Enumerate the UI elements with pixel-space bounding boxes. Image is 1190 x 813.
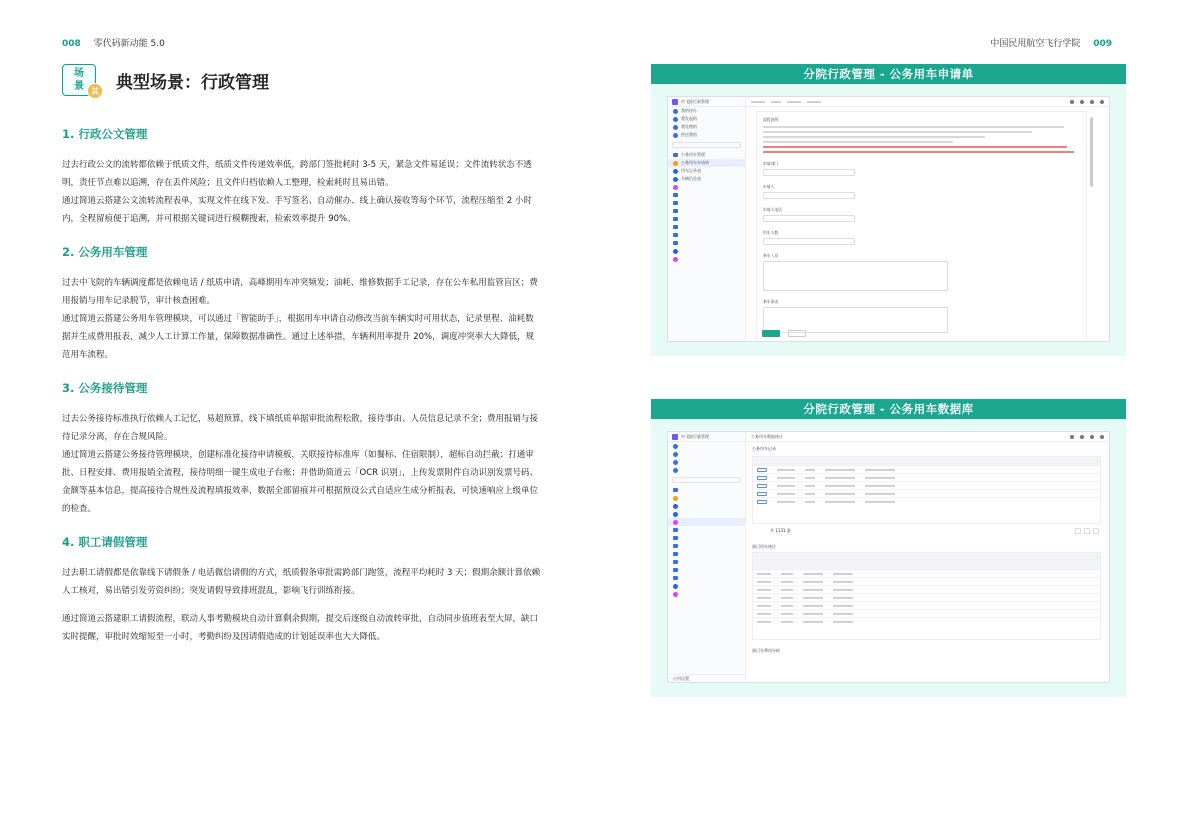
sidebar-item[interactable] xyxy=(668,458,745,466)
paragraph: 过去职工请假都是依靠线下请假条 / 电话微信请假的方式，纸质假条审批需跨部门跑签，流程平均耗时 3 天；假期余额计算依赖人工核对，易出错引发劳资纠纷；突发请假导致排班混乱，影响飞行训练衔接。 xyxy=(62,568,541,596)
chart-title: 部门车费用分析 xyxy=(752,648,780,653)
table-row[interactable] xyxy=(753,497,1100,505)
field-label: 乘车人员 xyxy=(763,253,779,258)
form-icon xyxy=(673,584,678,589)
field-label: 用车人数 xyxy=(763,230,779,235)
panel-title: 分院行政管理 - 公务用车申请单 xyxy=(651,64,1126,84)
sidebar-item[interactable] xyxy=(668,247,745,255)
avatar[interactable] xyxy=(1100,100,1104,104)
table-row[interactable] xyxy=(753,481,1100,489)
paragraph: 过去公务接待标准执行依赖人工记忆，易超预算，线下填纸质单据审批流程松散，接待事由、人员信息记录不全；费用报销与接待记录分离，存在合规风险。 xyxy=(62,414,539,442)
folder-icon xyxy=(673,153,678,157)
form-icon xyxy=(673,257,678,262)
sidebar-item[interactable] xyxy=(668,550,745,558)
app-name: 中飞院行政管理 xyxy=(681,433,709,439)
sidebar-item[interactable] xyxy=(668,510,745,518)
folder-icon xyxy=(673,201,678,205)
phone-field[interactable] xyxy=(763,215,855,222)
sidebar-item[interactable] xyxy=(668,223,745,231)
sidebar-item-label: 我的待办 xyxy=(681,108,697,113)
table-row[interactable] xyxy=(753,593,1100,601)
sidebar-item[interactable] xyxy=(668,107,745,115)
form-icon xyxy=(673,504,678,509)
sidebar-item[interactable] xyxy=(668,574,745,582)
table-row[interactable] xyxy=(753,601,1100,609)
sidebar-item-label: 我发起的 xyxy=(681,116,697,121)
status-badge xyxy=(757,476,767,480)
panel-title: 分院行政管理 - 公务用车数据库 xyxy=(651,399,1126,419)
toolbar-button[interactable] xyxy=(807,101,821,103)
form-icon xyxy=(673,161,678,166)
folder-icon xyxy=(673,233,678,237)
page-header-right xyxy=(990,36,1112,49)
send-icon xyxy=(673,117,678,122)
form-buttons xyxy=(762,330,806,337)
app-screenshot xyxy=(667,431,1110,683)
form-icon xyxy=(673,496,678,501)
section-reception-management xyxy=(62,380,542,518)
sidebar-item[interactable] xyxy=(668,183,745,191)
sidebar-item[interactable] xyxy=(668,582,745,590)
folder-icon xyxy=(673,536,678,540)
table-row[interactable] xyxy=(753,617,1100,625)
paragraph: 通过简道云搭建公务接待管理模块，创建标准化接待申请模板，关联接待标准库（如餐标、住宿限制），超标自动拦截；打通审批、日程安排、费用报销全流程，接待明细一键生成电子台账；并借助简道云「OCR 识别」，上传发票附件自动识别发票号码、金额等基本信息，提高接待合规性及流程填报效率，数据全部留痕并可根据预设公式自适应生成分析报表，可快速响应上级单位的检查。 xyxy=(62,450,539,514)
form-icon xyxy=(673,169,678,174)
table-row[interactable] xyxy=(753,489,1100,497)
paragraph: 通过简道云搭建职工请假流程，联动人事考勤模块自动计算剩余假期，提交后逐级自动流转审批，自动同步值班表至大屏，缺口实时提醒，审批时效缩短至一小时，考勤纠纷及因请假造成的计划延误率也大大降低。 xyxy=(62,614,539,642)
section-title: 1. 行政公文管理 xyxy=(62,127,148,141)
app-logo-icon xyxy=(672,99,678,105)
app-main xyxy=(746,97,1109,341)
form-icon xyxy=(673,177,678,182)
save-draft-button[interactable] xyxy=(788,330,806,337)
bell-icon[interactable] xyxy=(1090,435,1094,439)
table-row[interactable] xyxy=(753,609,1100,617)
toolbar xyxy=(746,432,1109,442)
folder-icon xyxy=(673,552,678,556)
dashboard-tab[interactable]: 公务用车数据统计 xyxy=(751,433,783,439)
sidebar-item[interactable] xyxy=(668,526,745,534)
status-badge xyxy=(757,468,767,472)
sidebar-item[interactable] xyxy=(668,191,745,199)
pager-total: 共 1131 条 xyxy=(770,528,791,533)
app-header xyxy=(668,432,745,442)
cc-icon xyxy=(673,133,678,138)
badge-dot-icon: 其 xyxy=(87,83,103,99)
institution-name: 中国民用航空飞行学院 xyxy=(990,39,1081,49)
form-icon xyxy=(673,512,678,517)
field-label: 申请人 xyxy=(763,184,775,189)
list-title: 公务用车记录 xyxy=(752,446,776,451)
table-header xyxy=(753,553,1100,561)
sidebar-item[interactable] xyxy=(668,534,745,542)
page-number-left: 008 xyxy=(62,39,81,49)
page-title: 典型场景：行政管理 xyxy=(116,72,269,93)
check-icon xyxy=(673,460,678,465)
toolbar-button[interactable] xyxy=(771,101,781,103)
applicant-field[interactable] xyxy=(763,192,855,199)
sidebar-item[interactable] xyxy=(668,566,745,574)
paragraph: 过去行政公文的流转都依赖于纸质文件，纸质文件传递效率低，跨部门签批耗时 3-5 天，紧急文件易延误；文件流转状态不透明，责任节点难以追溯，存在丢件风险；且文件归档依赖人工整理，检索耗时且易出错。 xyxy=(62,160,532,188)
check-icon xyxy=(673,125,678,130)
section-document-management xyxy=(62,126,542,228)
screenshot-panel-vehicle-form xyxy=(651,64,1126,356)
folder-icon xyxy=(673,225,678,229)
scene-badge-icon xyxy=(62,64,99,96)
sidebar-item-label: 公务用车申请单 xyxy=(681,160,709,165)
todo-icon xyxy=(673,109,678,114)
records-table xyxy=(752,456,1101,524)
page-header-left xyxy=(62,36,165,49)
sidebar-item[interactable] xyxy=(668,231,745,239)
field-label: 申请人电话 xyxy=(763,207,782,212)
table-row[interactable] xyxy=(753,585,1100,593)
status-badge xyxy=(757,500,767,504)
sidebar-item-label: 车辆信息表 xyxy=(681,176,701,181)
sidebar-footer[interactable]: 应用设置 xyxy=(668,674,745,682)
stats-title: 部门用车统计 xyxy=(752,544,776,549)
folder-icon xyxy=(673,528,678,532)
field-label: 乘车事由 xyxy=(763,299,779,304)
sidebar-item[interactable] xyxy=(668,466,745,474)
field-label: 申请部门 xyxy=(763,161,779,166)
sidebar-item[interactable] xyxy=(668,207,745,215)
sidebar-item-label: 我处理的 xyxy=(681,124,697,129)
sidebar-item[interactable] xyxy=(668,199,745,207)
app-screenshot xyxy=(667,96,1110,342)
sidebar-item[interactable] xyxy=(668,215,745,223)
sidebar-item[interactable] xyxy=(668,590,745,598)
table-row[interactable] xyxy=(753,569,1100,577)
sidebar-item[interactable] xyxy=(668,123,745,131)
stats-pivot-table xyxy=(752,552,1101,640)
sidebar-item[interactable] xyxy=(668,494,745,502)
toolbar-button[interactable] xyxy=(787,101,801,103)
passenger-count-field[interactable] xyxy=(763,238,855,245)
section-title: 2. 公务用车管理 xyxy=(62,245,148,259)
app-logo-icon xyxy=(672,434,678,440)
pagination[interactable] xyxy=(1075,528,1099,534)
sidebar-search-input[interactable] xyxy=(672,142,741,148)
settings-icon[interactable] xyxy=(1070,100,1074,104)
screenshot-panel-vehicle-database xyxy=(651,399,1126,697)
app-main xyxy=(746,432,1109,682)
table-row[interactable] xyxy=(753,465,1100,473)
badge-text-1: 场 xyxy=(74,68,84,79)
status-badge xyxy=(757,484,767,488)
app-sidebar xyxy=(668,97,746,341)
table-header xyxy=(753,457,1100,465)
form-heading: 流程说明： xyxy=(763,117,782,122)
sidebar-item-selected[interactable] xyxy=(668,518,745,526)
app-sidebar xyxy=(668,432,746,682)
send-icon xyxy=(673,452,678,457)
sidebar-item[interactable] xyxy=(668,486,745,494)
cc-icon xyxy=(673,468,678,473)
page-number-right: 009 xyxy=(1093,39,1112,49)
passengers-subform[interactable] xyxy=(763,261,948,291)
sidebar-item[interactable] xyxy=(668,450,745,458)
sidebar-item[interactable] xyxy=(668,239,745,247)
folder-icon xyxy=(673,544,678,548)
form-icon xyxy=(673,592,678,597)
table-row[interactable] xyxy=(753,473,1100,481)
table-row[interactable] xyxy=(753,577,1100,585)
folder-icon xyxy=(673,217,678,221)
sidebar-item-label: 公务用车管理 xyxy=(681,152,705,157)
scrollbar[interactable] xyxy=(1090,117,1093,187)
sidebar-search-input[interactable] xyxy=(672,477,741,483)
table-header xyxy=(753,561,1100,569)
toolbar-tab[interactable] xyxy=(751,101,765,103)
paragraph: 通过简道云搭建公文流转流程表单，实现文件在线下发、手写签名、自动催办、线上确认接收等每个环节，流程压缩至 2 小时内，全程留痕便于追溯，并可根据关键词进行模糊搜索，检索效率提升 90%。 xyxy=(62,196,532,224)
folder-icon xyxy=(673,193,678,197)
section-vehicle-management xyxy=(62,244,542,364)
folder-icon xyxy=(673,488,678,492)
todo-icon xyxy=(673,444,678,449)
sidebar-item[interactable] xyxy=(668,167,745,175)
app-name: 中飞院行政管理 xyxy=(681,98,709,104)
vehicle-application-form xyxy=(756,111,1087,341)
sidebar-item-label: 抄送我的 xyxy=(681,132,697,137)
paragraph: 过去中飞院的车辆调度都是依赖电话 / 纸质申请，高峰期用车冲突频发；油耗、维修数据手工记录，存在公车私用监管盲区；费用报销与用车记录脱节，审计核查困难。 xyxy=(62,278,538,306)
sidebar-item[interactable] xyxy=(668,558,745,566)
folder-icon xyxy=(673,560,678,564)
sidebar-item[interactable] xyxy=(668,502,745,510)
section-leave-management xyxy=(62,534,542,646)
sidebar-item[interactable] xyxy=(668,115,745,123)
department-select[interactable] xyxy=(763,169,855,176)
sidebar-item[interactable] xyxy=(668,542,745,550)
sidebar-item[interactable] xyxy=(668,151,745,159)
bell-icon[interactable] xyxy=(1090,100,1094,104)
book-title: 零代码新动能 5.0 xyxy=(93,39,165,49)
article-body xyxy=(62,126,542,662)
sidebar-item[interactable] xyxy=(668,131,745,139)
section-title: 3. 公务接待管理 xyxy=(62,381,148,395)
paragraph: 通过简道云搭建公务用车管理模块，可以通过「智能助手」，根据用车申请自动修改当前车辆实时可用状态，记录里程、油耗数据并生成费用报表，减少人工计算工作量，保障数据准确性。通过上述举措，车辆利用率提升 20%，调度冲突率大大降低，规范用车流程。 xyxy=(62,314,535,360)
app-header xyxy=(668,97,745,107)
sidebar-item-label: 用车记录表 xyxy=(681,168,701,173)
sidebar-item[interactable] xyxy=(668,442,745,450)
avatar[interactable] xyxy=(1100,435,1104,439)
status-badge xyxy=(757,492,767,496)
submit-button[interactable] xyxy=(762,330,780,337)
share-icon[interactable] xyxy=(1080,435,1084,439)
dashboard-icon xyxy=(673,185,678,190)
toolbar xyxy=(746,97,1109,107)
settings-icon[interactable] xyxy=(1070,435,1074,439)
section-title: 4. 职工请假管理 xyxy=(62,535,148,549)
sidebar-item[interactable] xyxy=(668,175,745,183)
share-icon[interactable] xyxy=(1080,100,1084,104)
sidebar-item[interactable] xyxy=(668,255,745,263)
scene-heading xyxy=(62,64,269,96)
sidebar-item-selected[interactable] xyxy=(668,159,745,167)
folder-icon xyxy=(673,209,678,213)
badge-text-2: 景 xyxy=(74,81,84,92)
dashboard-icon xyxy=(673,520,678,525)
form-icon xyxy=(673,249,678,254)
folder-icon xyxy=(673,241,678,245)
folder-icon xyxy=(673,568,678,572)
folder-icon xyxy=(673,576,678,580)
